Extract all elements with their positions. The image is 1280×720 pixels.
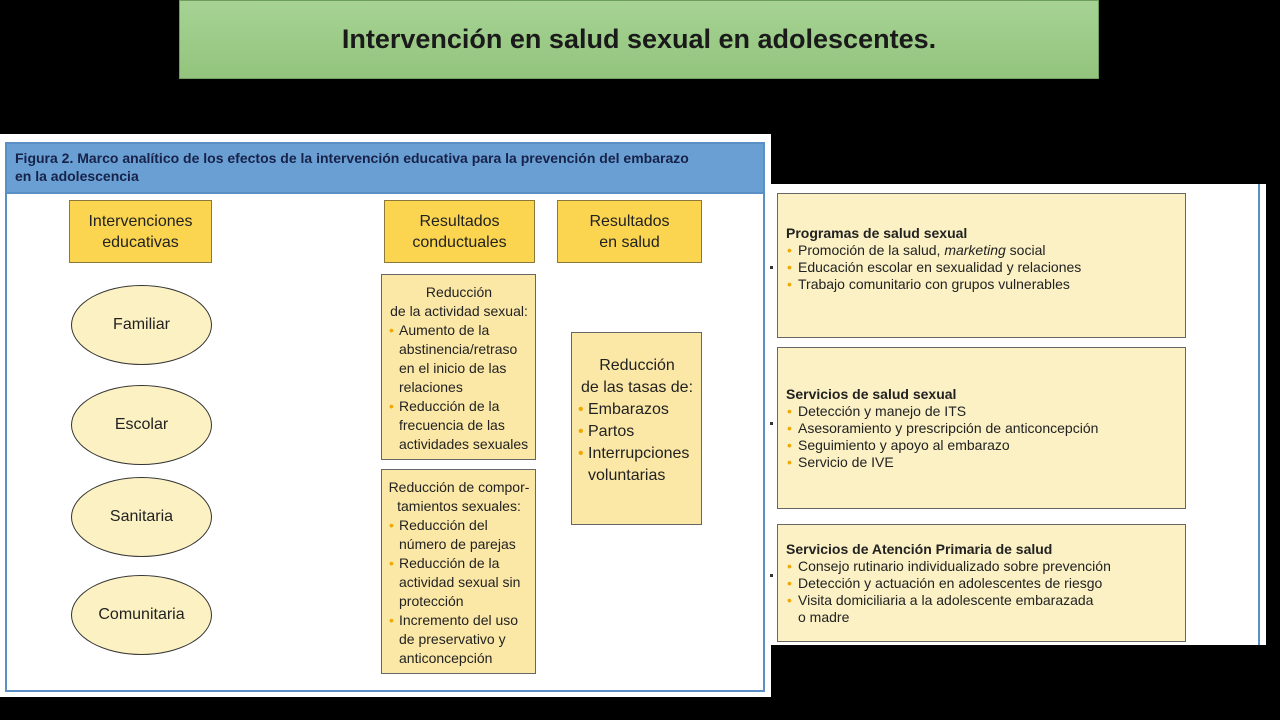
list-item: • Detección y actuación en adolescentes de riesgo (786, 575, 1185, 592)
list-item: • Servicio de IVE (786, 454, 1185, 471)
list-item: • Asesoramiento y prescripción de anticoncepción (786, 420, 1185, 437)
header-behavioral-results (384, 200, 535, 263)
box2-item2-line2: actividad sexual sin (399, 574, 521, 590)
oval-familiar: Familiar (71, 285, 212, 365)
box-sexual-activity-reduction (381, 274, 536, 460)
list-item: • Trabajo comunitario con grupos vulnerables (786, 276, 1185, 293)
connector-tick (770, 422, 773, 425)
oval-escolar: Escolar (71, 385, 212, 465)
box1-item1-line1: • Aumento de la (399, 322, 490, 338)
oval-comunitaria: Comunitaria (71, 575, 212, 655)
list-item: • Embarazos (577, 399, 697, 421)
list-item-continuation: o madre (798, 609, 850, 625)
box2-heading-line2: tamientos sexuales: (397, 498, 521, 514)
list-item: • Consejo rutinario individualizado sobre prevención (786, 558, 1185, 575)
header-interventions-line1: Intervenciones (88, 212, 193, 230)
list-item (577, 443, 697, 487)
box1-item2-line3: actividades sexuales (399, 436, 529, 452)
list-item (786, 242, 1185, 259)
box2-item3-line2: de preservativo y (399, 631, 506, 647)
programs-heading: Programas de salud sexual (786, 225, 968, 241)
header-interventions (69, 200, 212, 263)
list-item: • Visita domiciliaria a la adolescente embarazada (786, 592, 1185, 609)
box2-item1-line1: • Reducción del (399, 517, 488, 533)
header-behavioral-line1: Resultados (419, 212, 500, 230)
panel-border (1258, 184, 1260, 645)
programs-item1-text: Promoción de la salud, (798, 242, 945, 258)
header-health-line1: Resultados (589, 212, 670, 230)
header-health-results (557, 200, 702, 263)
box1-item1-line4: relaciones (399, 379, 463, 395)
box-health-rates-reduction (571, 332, 702, 525)
box2-item1-line2: número de parejas (399, 536, 516, 552)
box1-item2-line2: frecuencia de las (399, 417, 505, 433)
box1-heading-line2: de la actividad sexual: (390, 303, 528, 319)
box1-item1-line3: en el inicio de las (399, 360, 507, 376)
list-item (388, 611, 530, 668)
slide-title-bar (179, 0, 1099, 79)
box2-item2-line3: protección (399, 593, 464, 609)
box1-item1-line2: abstinencia/retraso (399, 341, 518, 357)
figure-panel (0, 134, 771, 697)
box1-heading-line1: Reducción (425, 284, 493, 300)
programs-panel (770, 184, 1266, 645)
header-behavioral-line2: conductuales (412, 233, 507, 251)
box-primary-care-services (777, 524, 1186, 642)
services-heading: Servicios de salud sexual (786, 386, 957, 402)
connector-tick (770, 574, 773, 577)
oval-sanitaria: Sanitaria (71, 477, 212, 557)
list-item (388, 321, 530, 397)
box2-item3-line3: anticoncepción (399, 650, 493, 666)
list-item: • Seguimiento y apoyo al embarazo (786, 437, 1185, 454)
box-sexual-behavior-reduction (381, 469, 536, 674)
list-item (388, 554, 530, 611)
list-item: • Partos (577, 421, 697, 443)
box3-heading-line1: Reducción (599, 357, 675, 374)
connector-tick (770, 266, 773, 269)
primary-care-heading: Servicios de Atención Primaria de salud (786, 541, 1053, 557)
figure-caption-line2: en la adolescencia (15, 168, 139, 184)
box1-item2-line1: • Reducción de la (399, 398, 500, 414)
header-health-line2: en salud (599, 233, 660, 251)
list-item: • Educación escolar en sexualidad y relaciones (786, 259, 1185, 276)
box3-item3-line1: • Interrupciones (588, 445, 690, 462)
box3-item3-line2: voluntarias (588, 467, 666, 484)
box2-item3-line1: • Incremento del uso (399, 612, 519, 628)
list-item (388, 397, 530, 454)
list-item (388, 516, 530, 554)
slide-title: Intervención en salud sexual en adolescentes. (341, 24, 937, 54)
programs-item1-emphasis: marketing (944, 242, 1006, 258)
box2-heading-line1: Reducción de compor- (388, 479, 530, 495)
figure-caption (5, 142, 765, 194)
box-sexual-health-programs (777, 193, 1186, 338)
list-item: • Detección y manejo de ITS (786, 403, 1185, 420)
box-sexual-health-services (777, 347, 1186, 509)
figure-caption-line1: Figura 2. Marco analítico de los efectos de la intervención educativa para la prevención del embarazo (15, 150, 689, 166)
box2-item2-line1: • Reducción de la (399, 555, 500, 571)
box3-heading-line2: de las tasas de: (580, 379, 694, 396)
programs-item1-suffix: social (1005, 242, 1046, 258)
header-interventions-line2: educativas (102, 233, 179, 251)
